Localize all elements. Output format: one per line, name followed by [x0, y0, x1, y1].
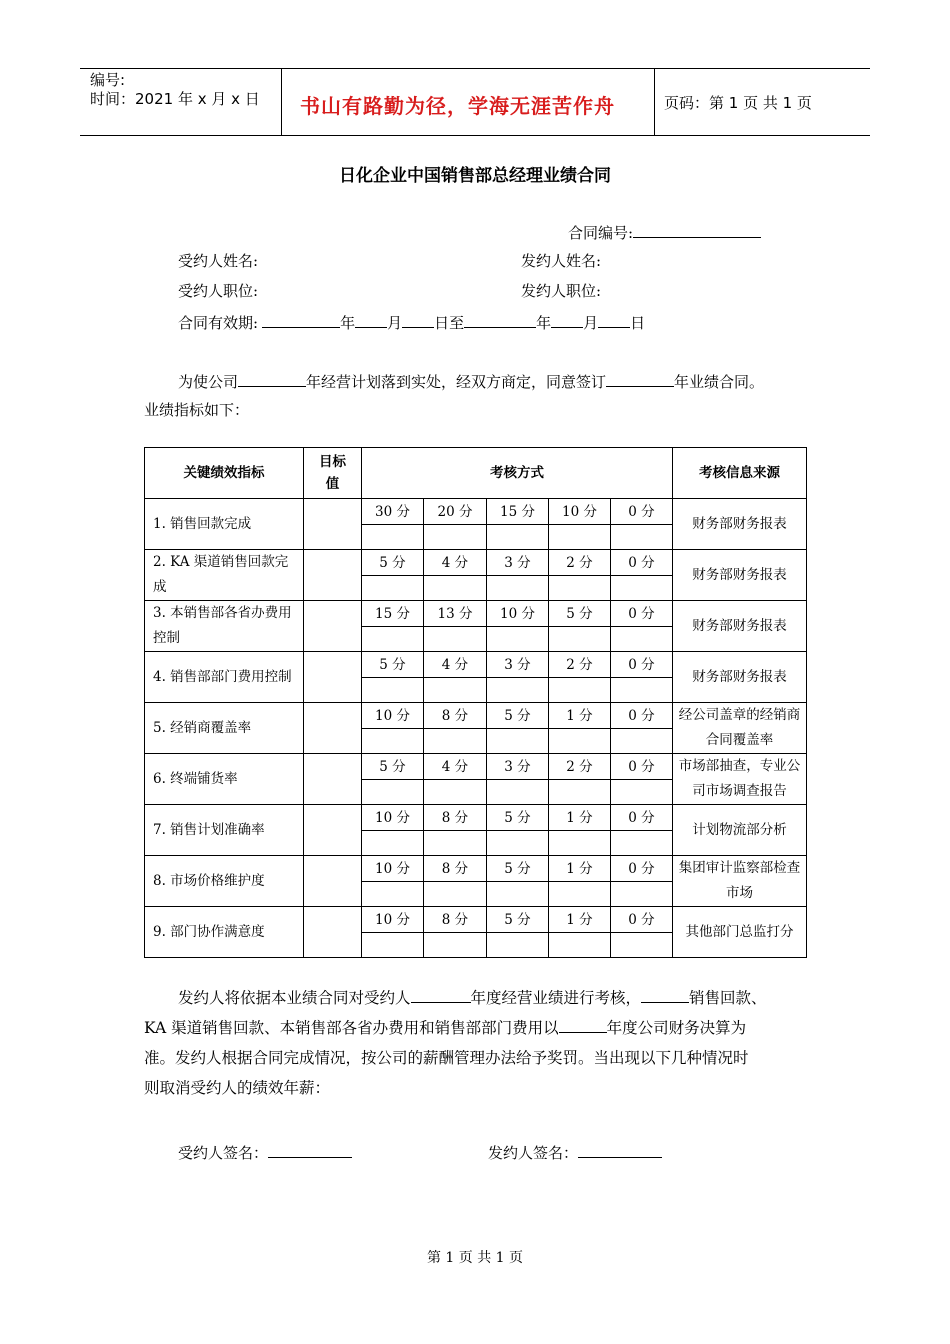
contract-no-blank [633, 221, 761, 238]
score-cell: 5 分 [362, 754, 424, 780]
score-entry-cell [362, 933, 424, 958]
day-to-label: 日至 [434, 314, 465, 332]
kpi-name: 8. 市场价格维护度 [145, 856, 304, 907]
score-entry-cell [362, 525, 424, 550]
score-entry-cell [487, 831, 549, 856]
kpi-name: 3. 本销售部各省办费用控制 [145, 601, 304, 652]
table-row [145, 754, 807, 780]
score-entry-cell [549, 729, 611, 754]
score-cell: 10 分 [362, 907, 424, 933]
score-entry-cell [487, 678, 549, 703]
score-entry-cell [611, 576, 673, 601]
kpi-source: 集团审计监察部检查市场 [673, 856, 807, 907]
score-entry-cell [549, 933, 611, 958]
score-entry-cell [549, 882, 611, 907]
score-cell: 5 分 [487, 907, 549, 933]
score-entry-cell [362, 678, 424, 703]
score-entry-cell [362, 576, 424, 601]
score-entry-cell [549, 831, 611, 856]
kpi-target-value [304, 652, 362, 703]
score-cell: 10 分 [487, 601, 549, 627]
score-cell: 8 分 [424, 907, 487, 933]
score-entry-cell [424, 678, 487, 703]
score-entry-cell [424, 780, 487, 805]
validity-label: 合同有效期: [178, 314, 259, 332]
kpi-target-value [304, 601, 362, 652]
score-cell: 3 分 [487, 652, 549, 678]
kpi-name: 9. 部门协作满意度 [145, 907, 304, 958]
year-label: 年 [340, 314, 356, 332]
score-cell: 1 分 [549, 856, 611, 882]
score-cell: 15 分 [487, 499, 549, 525]
score-cell: 0 分 [611, 550, 673, 576]
score-cell: 2 分 [549, 550, 611, 576]
score-entry-cell [362, 729, 424, 754]
signature-blank [268, 1141, 352, 1158]
score-cell: 0 分 [611, 652, 673, 678]
table-row [145, 907, 807, 933]
score-cell: 4 分 [424, 754, 487, 780]
closing-text: KA 渠道销售回款、本销售部各省办费用和销售部部门费用以 [144, 1019, 559, 1037]
score-entry-cell [611, 780, 673, 805]
score-cell: 0 分 [611, 601, 673, 627]
score-cell: 0 分 [611, 499, 673, 525]
contract-no-field [568, 221, 761, 243]
closing-text: 准。发约人根据合同完成情况，按公司的薪酬管理办法给予奖罚。当出现以下几种情况时 [144, 1049, 749, 1067]
table-row [145, 703, 807, 729]
score-entry-cell [424, 831, 487, 856]
header-target [304, 448, 362, 499]
header-bottom-rule [80, 135, 870, 136]
kpi-table [144, 447, 807, 958]
score-cell: 8 分 [424, 703, 487, 729]
score-entry-cell [487, 933, 549, 958]
score-entry-cell [549, 780, 611, 805]
score-entry-cell [362, 831, 424, 856]
score-entry-cell [424, 882, 487, 907]
closing-text: 则取消受约人的绩效年薪： [144, 1079, 331, 1097]
intro-text: 为使公司 [178, 373, 239, 391]
header-top-rule [80, 68, 870, 69]
score-cell: 4 分 [424, 652, 487, 678]
kpi-source: 其他部门总监打分 [673, 907, 807, 958]
score-cell: 0 分 [611, 754, 673, 780]
page-title: 日化企业中国销售部总经理业绩合同 [339, 166, 611, 186]
kpi-name: 5. 经销商覆盖率 [145, 703, 304, 754]
kpi-name: 1. 销售回款完成 [145, 499, 304, 550]
intro-line-2: 业绩指标如下： [144, 401, 250, 419]
table-row [145, 805, 807, 831]
header-target-line: 值 [325, 476, 340, 492]
contract-no-label: 合同编号: [568, 224, 634, 242]
score-cell: 10 分 [362, 856, 424, 882]
score-cell: 10 分 [362, 703, 424, 729]
closing-text: 年度公司财务决算为 [606, 1019, 747, 1037]
score-cell: 13 分 [424, 601, 487, 627]
kpi-source: 计划物流部分析 [673, 805, 807, 856]
signature-blank [578, 1141, 662, 1158]
kpi-target-value [304, 550, 362, 601]
kpi-target-value [304, 805, 362, 856]
kpi-source: 经公司盖章的经销商合同覆盖率 [673, 703, 807, 754]
score-entry-cell [424, 933, 487, 958]
table-row [145, 652, 807, 678]
closing-text: 年度经营业绩进行考核， [470, 989, 642, 1007]
score-cell: 5 分 [487, 805, 549, 831]
kpi-name: 2. KA 渠道销售回款完成 [145, 550, 304, 601]
issuer-signature [488, 1141, 662, 1163]
score-cell: 2 分 [549, 754, 611, 780]
score-entry-cell [487, 729, 549, 754]
month-label: 月 [583, 314, 599, 332]
score-cell: 4 分 [424, 550, 487, 576]
score-entry-cell [487, 576, 549, 601]
kpi-name: 7. 销售计划准确率 [145, 805, 304, 856]
score-cell: 1 分 [549, 907, 611, 933]
score-cell: 15 分 [362, 601, 424, 627]
score-entry-cell [611, 831, 673, 856]
score-cell: 30 分 [362, 499, 424, 525]
header-time-label: 时间：2021 年 x 月 x 日 [90, 90, 260, 108]
score-entry-cell [362, 627, 424, 652]
table-row [145, 601, 807, 627]
score-entry-cell [424, 576, 487, 601]
score-entry-cell [549, 576, 611, 601]
kpi-source: 财务部财务报表 [673, 652, 807, 703]
kpi-target-value [304, 856, 362, 907]
score-entry-cell [549, 678, 611, 703]
kpi-target-value [304, 754, 362, 805]
score-entry-cell [424, 525, 487, 550]
kpi-source: 财务部财务报表 [673, 499, 807, 550]
kpi-target-value [304, 703, 362, 754]
score-cell: 0 分 [611, 856, 673, 882]
kpi-target-value [304, 499, 362, 550]
score-cell: 0 分 [611, 907, 673, 933]
score-cell: 8 分 [424, 856, 487, 882]
kpi-target-value [304, 907, 362, 958]
score-entry-cell [611, 882, 673, 907]
validity-line [178, 311, 645, 333]
year-label: 年 [536, 314, 552, 332]
score-cell: 0 分 [611, 805, 673, 831]
score-entry-cell [611, 627, 673, 652]
table-row [145, 499, 807, 525]
closing-text: 发约人将依据本业绩合同对受约人 [178, 989, 411, 1007]
score-cell: 8 分 [424, 805, 487, 831]
receiver-post-label: 受约人职位: [178, 282, 259, 300]
header-kpi: 关键绩效指标 [145, 448, 304, 499]
score-entry-cell [487, 882, 549, 907]
header-code-label: 编号: [90, 71, 126, 89]
header-motto: 书山有路勤为径，学海无涯苦作舟 [300, 94, 615, 118]
score-cell: 3 分 [487, 550, 549, 576]
receiver-signature [178, 1141, 352, 1163]
header-divider [281, 68, 282, 135]
issuer-name-label: 发约人姓名: [521, 252, 602, 270]
score-cell: 0 分 [611, 703, 673, 729]
score-cell: 5 分 [549, 601, 611, 627]
kpi-name: 6. 终端铺货率 [145, 754, 304, 805]
score-entry-cell [424, 729, 487, 754]
score-entry-cell [362, 780, 424, 805]
receiver-sign-label: 受约人签名： [178, 1144, 269, 1162]
score-cell: 5 分 [487, 856, 549, 882]
score-cell: 1 分 [549, 805, 611, 831]
score-entry-cell [487, 525, 549, 550]
header-divider [654, 68, 655, 135]
header-method: 考核方式 [362, 448, 673, 499]
month-label: 月 [387, 314, 403, 332]
score-cell: 20 分 [424, 499, 487, 525]
score-entry-cell [487, 780, 549, 805]
table-row [145, 550, 807, 576]
score-cell: 5 分 [487, 703, 549, 729]
kpi-name: 4. 销售部部门费用控制 [145, 652, 304, 703]
closing-text: 销售回款、 [689, 989, 767, 1007]
score-entry-cell [487, 627, 549, 652]
score-cell: 2 分 [549, 652, 611, 678]
intro-line-1 [178, 370, 764, 392]
day-label: 日 [630, 314, 646, 332]
score-entry-cell [549, 627, 611, 652]
receiver-name-label: 受约人姓名: [178, 252, 259, 270]
score-cell: 5 分 [362, 652, 424, 678]
header-source: 考核信息来源 [673, 448, 807, 499]
score-cell: 1 分 [549, 703, 611, 729]
page-footer: 第 1 页 共 1 页 [426, 1250, 524, 1266]
kpi-source: 市场部抽查，专业公司市场调查报告 [673, 754, 807, 805]
closing-paragraph [144, 983, 824, 1103]
score-cell: 10 分 [549, 499, 611, 525]
intro-text: 年业绩合同。 [674, 373, 765, 391]
score-entry-cell [362, 882, 424, 907]
score-cell: 3 分 [487, 754, 549, 780]
score-entry-cell [611, 678, 673, 703]
intro-text: 年经营计划落到实处，经双方商定，同意签订 [306, 373, 607, 391]
score-entry-cell [549, 525, 611, 550]
score-entry-cell [611, 525, 673, 550]
issuer-sign-label: 发约人签名： [488, 1144, 579, 1162]
score-entry-cell [611, 933, 673, 958]
kpi-source: 财务部财务报表 [673, 550, 807, 601]
header-target-line: 目标 [319, 454, 346, 470]
header-page-label: 页码：第 1 页 共 1 页 [664, 94, 812, 112]
issuer-post-label: 发约人职位: [521, 282, 602, 300]
score-cell: 5 分 [362, 550, 424, 576]
table-row [145, 856, 807, 882]
kpi-source: 财务部财务报表 [673, 601, 807, 652]
score-entry-cell [611, 729, 673, 754]
score-cell: 10 分 [362, 805, 424, 831]
score-entry-cell [424, 627, 487, 652]
